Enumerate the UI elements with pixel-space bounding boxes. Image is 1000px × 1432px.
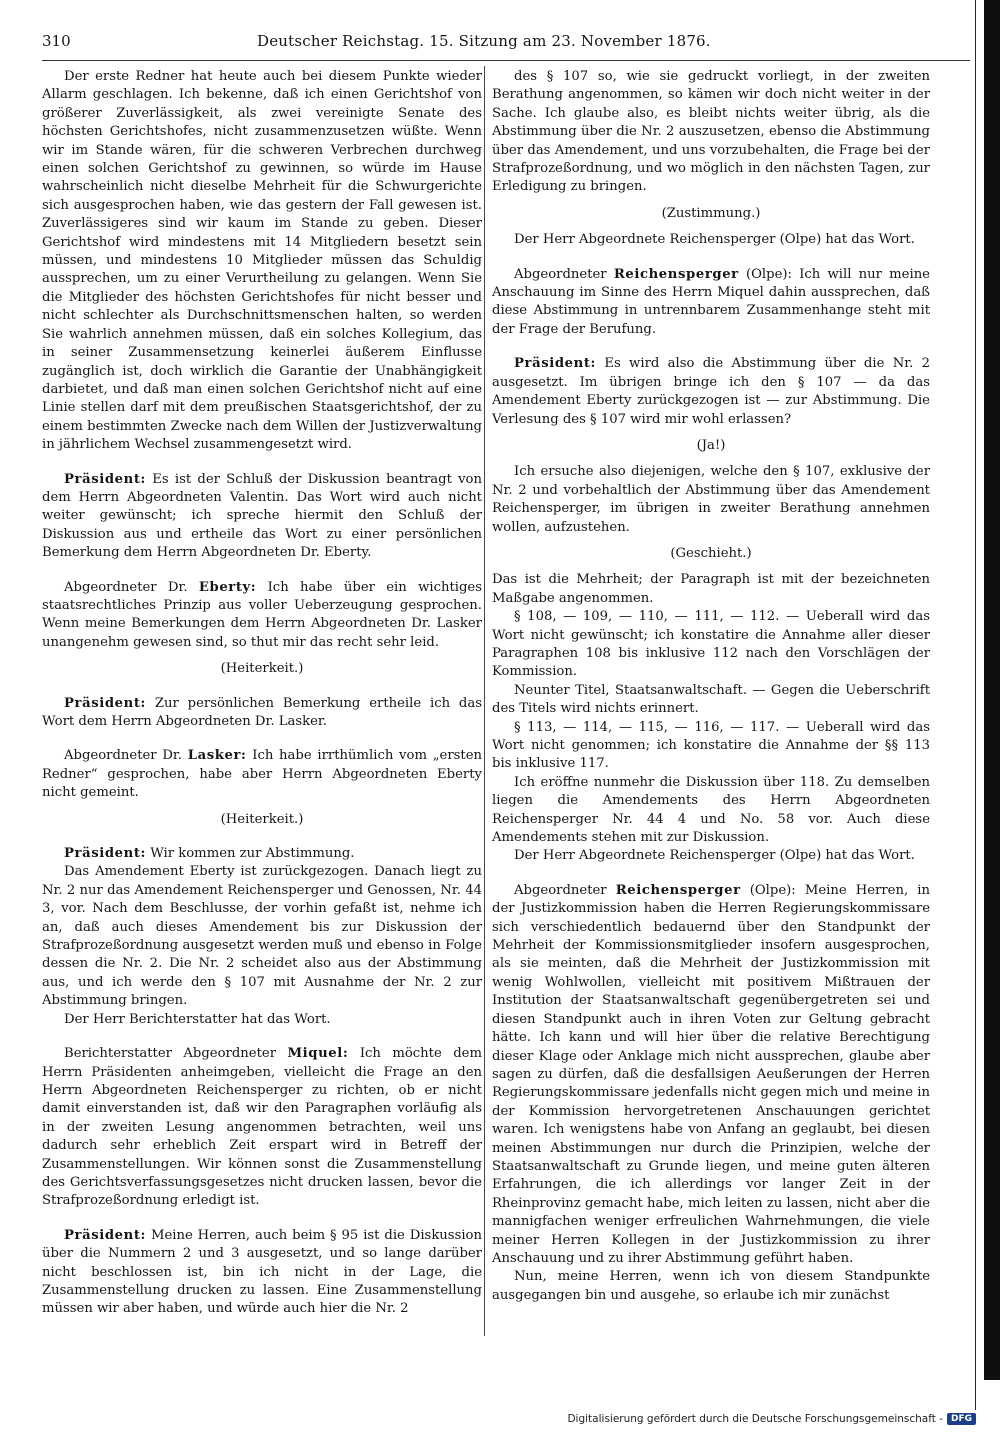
body-paragraph: des § 107 so, wie sie gedruckt vorliegt, in der zweiten Berathung angenommen, so kämen wir doch nicht weiter in der Sache. Ich glaube also, es bleibt nichts weiter übrig, als die Abstimmung über die Nr. 2 auszusetzen, ebenso die Abstimmung über das Amendement, und uns vorzubehalten, die Frage bei der Strafprozeßordnung, und wo möglich in den nächsten Tagen, zur Erledigung zu bringen. xyxy=(492,69,930,195)
column-divider xyxy=(484,66,485,1336)
speech-paragraph xyxy=(492,355,930,429)
speaker-title: Abgeordneter xyxy=(514,882,616,898)
speaker-title: Abgeordneter Dr. xyxy=(64,579,199,595)
body-paragraph: Ich ersuche also diejenigen, welche den § 107, exklusive der Nr. 2 und vorbehaltlich der Abstimmung über das Amendement Reichensperger, im übrigen in zweiter Berathung annehmen wollen, aufzustehen. xyxy=(492,464,930,535)
speech-text: Ich habe über ein wichtiges staatsrechtliches Prinzip aus voller Ueberzeugung gesprochen. Wenn meine Bemerkungen dem Herrn Abgeordneten Dr. Lasker unangenehm gewesen sind, so thut mir das recht sehr leid. xyxy=(42,579,482,650)
speaker-name: Präsident: xyxy=(64,471,147,487)
body-paragraph: § 108, — 109, — 110, — 111, — 112. — Ueberall wird das Wort nicht gewünscht; ich konstatire die Annahme aller dieser Paragraphen 108 bis inklusive 112 nach den Vorschlägen der Kommission. xyxy=(492,609,930,680)
speaker-name: Präsident: xyxy=(64,846,147,862)
page-number: 310 xyxy=(42,32,71,50)
speech-text: Es wird also die Abstimmung über die Nr. 2 ausgesetzt. Im übrigen bringe ich den § 107 — da das Amendement Eberty zurückgezogen ist — zur Abstimmung. Die Verlesung des § 107 wird mir wohl erlassen? xyxy=(492,356,930,427)
speech-text: Wir kommen zur Abstimmung. xyxy=(150,846,355,862)
running-header xyxy=(42,30,970,61)
page-title: Deutscher Reichstag. 15. Sitzung am 23. November 1876. xyxy=(257,32,711,50)
stage-direction: (Zustimmung.) xyxy=(661,205,761,221)
body-paragraph: Der Herr Abgeordnete Reichensperger (Olpe) hat das Wort. xyxy=(514,848,915,864)
digitization-footer xyxy=(567,1413,976,1425)
speech-paragraph xyxy=(492,266,930,340)
speaker-name: Präsident: xyxy=(64,1227,147,1243)
body-paragraph: Neunter Titel, Staatsanwaltschaft. — Gegen die Ueberschrift des Titels wird nichts erinnert. xyxy=(492,682,930,717)
body-paragraph: Ich eröffne nunmehr die Diskussion über 118. Zu demselben liegen die Amendements des Herrn Abgeordneten Reichensperger Nr. 44 4 und No. 58 vor. Auch diese Amendements stehen mit zur Diskussion. xyxy=(492,774,930,846)
speech-paragraph xyxy=(42,845,482,863)
speech-text: Zur persönlichen Bemerkung ertheile ich das Wort dem Herrn Abgeordneten Dr. Lasker. xyxy=(42,695,482,729)
speaker-name: Präsident: xyxy=(64,695,147,711)
body-paragraph: Das Amendement Eberty ist zurückgezogen. Danach liegt zu Nr. 2 nur das Amendement Reichensperger und Genossen, Nr. 44 3, vor. Nach dem Beschlusse, der vorhin gefaßt ist, nehme ich an, daß auch dieses Amendement bis zur Diskussion der Strafprozeßordnung ausgesetzt werden muß und ebenso in Folge dessen die Nr. 2. Die Nr. 2 scheidet also aus der Abstimmung aus, und ich werde den § 107 mit Ausnahme der Nr. 2 zur Abstimmung bringen. xyxy=(42,864,482,1009)
speech-text: Meine Herren, auch beim § 95 ist die Diskussion über die Nummern 2 und 3 ausgesetzt, und so lange darüber nicht beschlossen ist, bin ich nicht in der Lage, die Zusammenstellung drucken zu lassen. Eine Zusammenstellung müssen wir aber haben, und würde auch hier die Nr. 2 xyxy=(42,1227,482,1317)
speech-text: Ich habe irrthümlich vom „ersten Redner“ gesprochen, habe aber Herrn Abgeordneten Eberty nicht gemeint. xyxy=(42,748,482,801)
speech-paragraph xyxy=(42,579,482,653)
speaker-name: Miquel: xyxy=(287,1046,349,1062)
stage-direction: (Heiterkeit.) xyxy=(220,811,304,827)
speaker-name: Reichensperger xyxy=(613,266,739,282)
speech-paragraph xyxy=(42,1227,482,1319)
stage-direction: (Ja!) xyxy=(696,437,726,453)
speaker-name: Eberty: xyxy=(198,579,257,595)
scan-edge-shadow xyxy=(984,0,1000,1380)
speaker-title: Abgeordneter xyxy=(514,266,614,282)
speech-paragraph xyxy=(42,747,482,802)
speaker-name: Reichensperger xyxy=(615,882,741,898)
stage-direction: (Geschieht.) xyxy=(670,545,752,561)
speech-paragraph xyxy=(42,471,482,563)
speech-text: Es ist der Schluß der Diskussion beantragt von dem Herrn Abgeordneten Valentin. Das Wort wird auch nicht weiter gewünscht; ich spreche hiermit den Schluß der Diskussion aus und ertheile das Wort zu einer persönlichen Bemerkung dem Herrn Abgeordneten Dr. Eberty. xyxy=(42,471,482,561)
speaker-suffix: (Olpe): xyxy=(740,882,805,898)
speech-paragraph xyxy=(492,882,930,1269)
body-paragraph: Der Herr Berichterstatter hat das Wort. xyxy=(64,1011,331,1027)
right-column xyxy=(492,68,930,1305)
speech-paragraph xyxy=(42,695,482,732)
footer-text: Digitalisierung gefördert durch die Deutsche Forschungsgemeinschaft - xyxy=(567,1413,943,1425)
left-column xyxy=(42,68,482,1319)
speech-text: Meine Herren, in der Justizkommission haben die Herren Regierungskommissare sich verschiedentlich bedauernd über den Standpunkt der Mehrheit der Kommissionsmitglieder insofern ausgesprochen, als sie meinten, daß die Mehrheit der Justizkommission mit wenig Wohlwollen, vielleicht mit positivem Mißtrauen der Institution der Staatsanwaltschaft gegenübergetreten sei und diesen Standpunkt auch in ihren Voten zur Geltung gebracht hätte. Ich kann und will hier über die relative Berechtigung dieser Klage oder Anklage mich nicht aussprechen, glaube aber sagen zu dürfen, daß die desfallsigen Aeußerungen der Herren Regierungskommissare jedenfalls nicht gegen mich und meine in der Kommission hervorgetretenen Anschauungen gerichtet waren. Ich wenigstens habe von Anfang an geglaubt, bei diesen meinen Abstimmungen nur durch die Prinzipien, welche der Staatsanwaltschaft zu Grunde liegen, und meine guten älteren Erfahrungen, die ich allerdings vor langer Zeit in der Rheinprovinz gemacht habe, mich leiten zu lassen, nicht aber die mannigfachen weniger erfreulichen Wahrnehmungen, die viele meiner Herren Kollegen in der Justizkommission zu ihrer Anschauung und zu ihrer Abstimmung geführt haben. xyxy=(492,882,930,1266)
body-paragraph: Der erste Redner hat heute auch bei diesem Punkte wieder Allarm geschlagen. Ich bekenne, daß ich einen Gerichtshof von größerer Zuverlässigkeit, als zwei vereinigte Senate des höchsten Gerichtshofes, nicht zusammenzusetzen wüßte. Wenn wir im Stande wären, für die schweren Verbrechen durchweg einen solchen Gerichtshof zu gewinnen, so würde im Hause wahrscheinlich nicht dieselbe Mehrheit für die Schwurgerichte sich ausgesprochen haben, wie das gestern der Fall gewesen ist. Zuverlässigeres sind wir kaum im Stande zu geben. Dieser Gerichtshof wird mindestens mit 14 Mitgliedern besetzt sein müssen, und mindestens 10 Mitglieder müssen das Schuldig aussprechen, um zu einer Verurtheilung zu gelangen. Wenn Sie die Mitglieder des höchsten Gerichtshofes für nicht besser und nicht schlechter als Durchschnittsmenschen halten, so werden Sie wahrlich annehmen müssen, daß ein solches Kollegium, das in seiner Zusammensetzung keinerlei äußerem Einflusse zugänglich ist, doch wirklich die Garantie der Unabhängigkeit darbietet, und daß man einen solchen Gerichtshof nicht auf eine Linie stellen darf mit dem preußischen Staatsgerichtshof, der zu einem bestimmten Zwecke nach dem Willen der Justizverwaltung in jährlichem Wechsel zusammengesetzt wird. xyxy=(42,69,482,453)
body-paragraph: Der Herr Abgeordnete Reichensperger (Olpe) hat das Wort. xyxy=(514,232,915,248)
body-paragraph: § 113, — 114, — 115, — 116, — 117. — Ueberall wird das Wort nicht genommen; ich konstatire die Annahme der §§ 113 bis inklusive 117. xyxy=(492,719,930,772)
speech-text: Ich will nur meine Anschauung im Sinne des Herrn Miquel dahin aussprechen, daß diese Abstimmung in untrennbarem Zusammenhange steht mit der Frage der Berufung. xyxy=(492,266,930,337)
speaker-name: Präsident: xyxy=(514,356,597,372)
speaker-name: Lasker: xyxy=(187,748,247,764)
stage-direction: (Heiterkeit.) xyxy=(220,661,304,677)
body-paragraph: Das ist die Mehrheit; der Paragraph ist mit der bezeichneten Maßgabe angenommen. xyxy=(492,572,930,606)
dfg-logo: DFG xyxy=(947,1413,976,1425)
speaker-suffix: (Olpe): xyxy=(738,266,800,282)
speaker-title: Berichterstatter Abgeordneter xyxy=(64,1046,288,1062)
speaker-title: Abgeordneter Dr. xyxy=(64,748,188,764)
scan-edge-line xyxy=(975,0,976,1410)
speech-text: Ich möchte dem Herrn Präsidenten anheimgeben, vielleicht die Frage an den Herrn Abgeordneten Reichensperger zu richten, ob er nicht damit einverstanden ist, daß wir den Paragraphen vorläufig als in der zweiten Lesung angenommen betrachten, weil uns dadurch sehr erheblich Zeit erspart wird in Betreff der Zusammenstellungen. Wir können sonst die Zusammenstellung des Gerichtsverfassungsgesetzes nicht drucken lassen, bevor die Strafprozeßordnung erledigt ist. xyxy=(42,1046,482,1209)
body-paragraph: Nun, meine Herren, wenn ich von diesem Standpunkte ausgegangen bin und ausgehe, so erlaube ich mir zunächst xyxy=(492,1269,930,1303)
speech-paragraph xyxy=(42,1045,482,1211)
